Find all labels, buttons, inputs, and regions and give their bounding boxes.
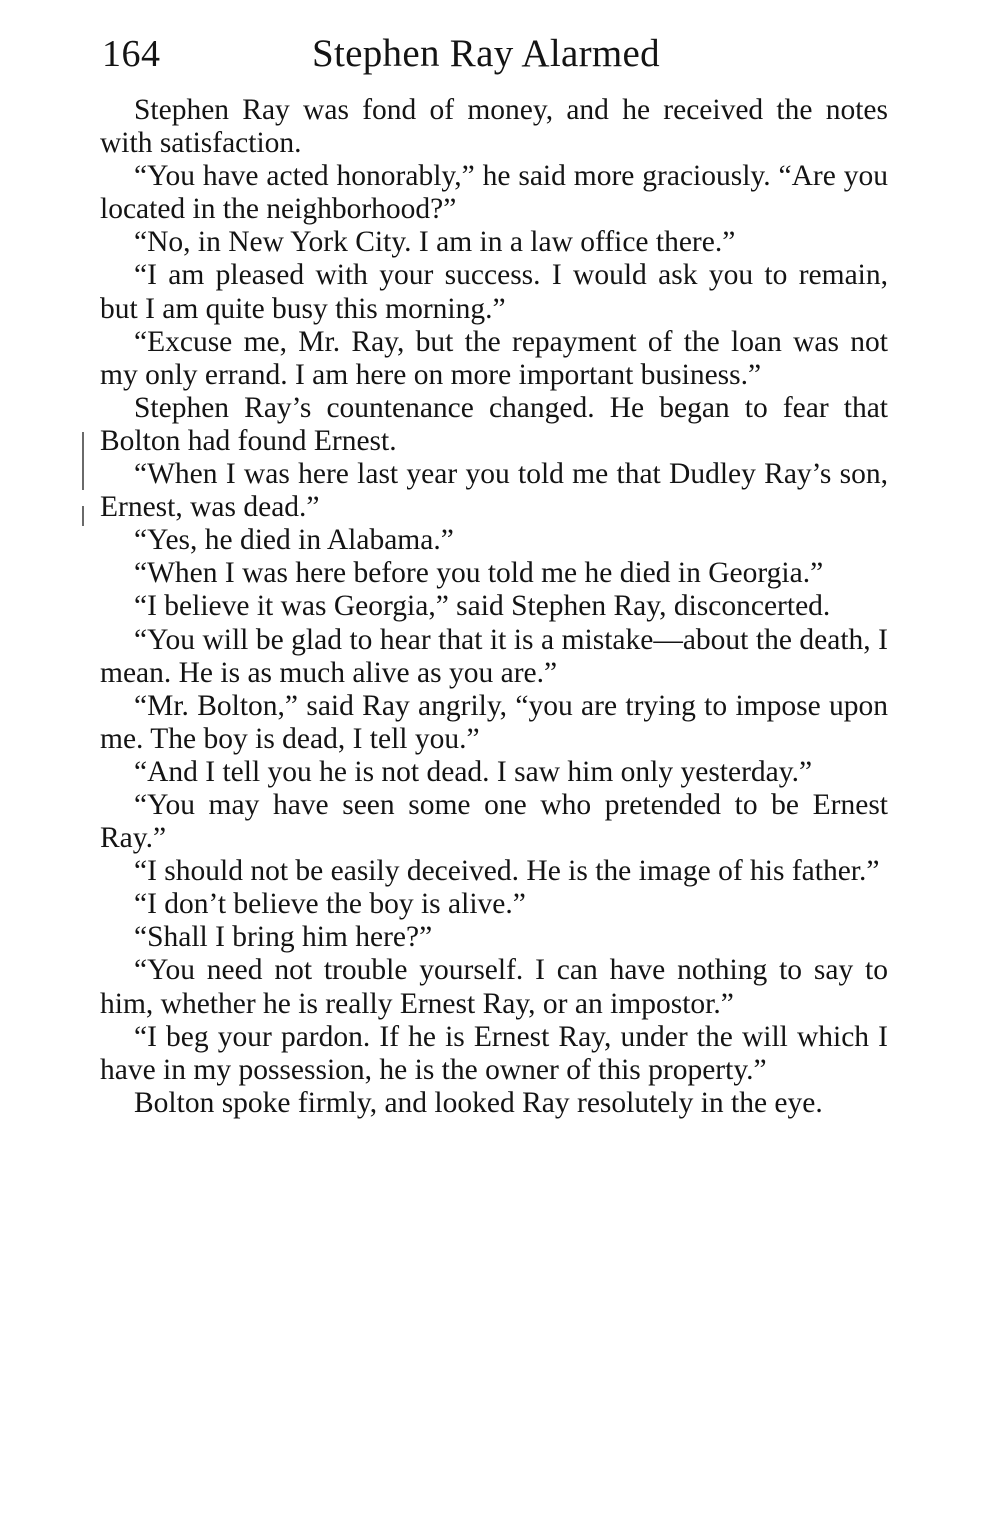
paragraph: “I am pleased with your success. I would ask you to remain, but I am quite busy this morning.” [100, 259, 888, 325]
paragraph: “Yes, he died in Alabama.” [134, 524, 454, 557]
paragraph: “Shall I bring him here?” [134, 921, 433, 954]
paragraph: “No, in New York City. I am in a law office there.” [134, 226, 736, 259]
paragraph: “And I tell you he is not dead. I saw him only yesterday.” [134, 755, 813, 788]
paragraph: “You may have seen some one who pretended to be Ernest Ray.” [100, 788, 888, 855]
paragraph: Bolton spoke firmly, and looked Ray resolutely in the eye. [134, 1086, 823, 1119]
paragraph: “I don’t believe the boy is alive.” [134, 888, 526, 921]
body-text [100, 94, 888, 1120]
margin-mark [82, 432, 84, 490]
paragraph: “Excuse me, Mr. Ray, but the repayment of the loan was not my only errand. I am here on more important business.” [100, 325, 888, 391]
paragraph: “When I was here before you told me he died in Georgia.” [134, 557, 824, 590]
paragraph: “I believe it was Georgia,” said Stephen Ray, disconcerted. [134, 590, 831, 623]
paragraph: “You need not trouble yourself. I can have nothing to say to him, whether he is really Ernest Ray, or an impostor.” [100, 954, 888, 1020]
page-header [100, 22, 900, 82]
paragraph: Stephen Ray’s countenance changed. He began to fear that Bolton had found Ernest. [100, 391, 888, 457]
paragraph: “You will be glad to hear that it is a mistake—about the death, I mean. He is as much alive as you are.” [100, 623, 888, 689]
paragraph: Stephen Ray was fond of money, and he received the notes with satisfaction. [100, 94, 888, 160]
paragraph: “When I was here last year you told me that Dudley Ray’s son, Ernest, was dead.” [100, 458, 888, 524]
paragraph: “Mr. Bolton,” said Ray angrily, “you are trying to impose upon me. The boy is dead, I tell you.” [100, 689, 888, 755]
paragraph: “I beg your pardon. If he is Ernest Ray, under the will which I have in my possession, he is the owner of this property.” [100, 1020, 888, 1086]
paragraph: “I should not be easily deceived. He is the image of his father.” [134, 855, 880, 888]
running-head: Stephen Ray Alarmed [312, 32, 660, 75]
margin-mark [82, 506, 84, 526]
paragraph: “You have acted honorably,” he said more graciously. “Are you located in the neighborhood?” [100, 160, 888, 226]
page-number: 164 [102, 33, 161, 75]
